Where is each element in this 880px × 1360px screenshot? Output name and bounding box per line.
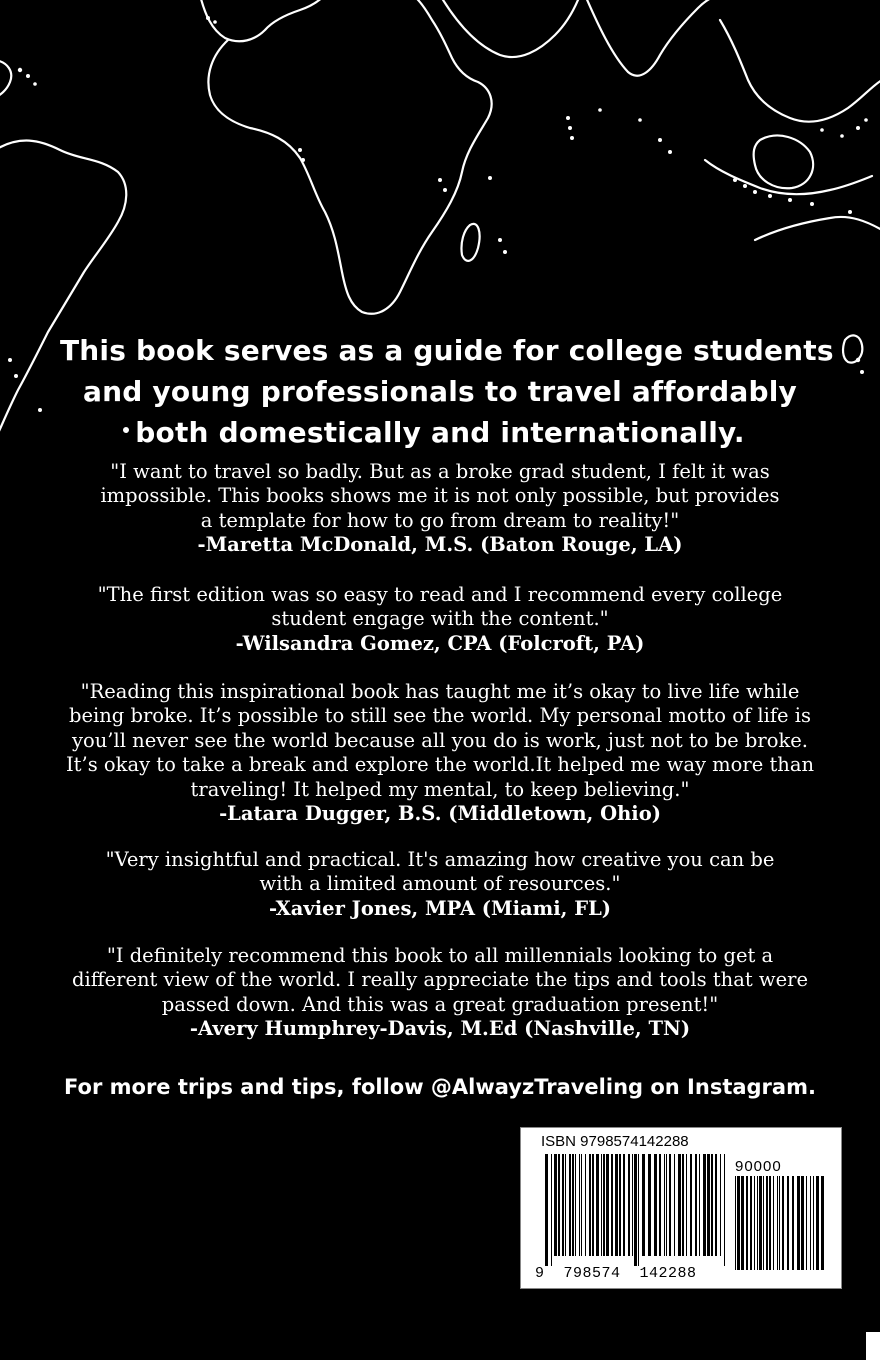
testimonial-line: a template for how to go from dream to reality!" — [200, 508, 680, 532]
barcode-bar — [592, 1154, 594, 1256]
price-code: 90000 — [735, 1158, 782, 1175]
barcode-bar — [792, 1176, 794, 1270]
southeast-asia-outline — [720, 20, 880, 122]
north-america-outline — [0, 60, 11, 98]
barcode-bar — [766, 1176, 768, 1270]
barcode-bar — [565, 1154, 566, 1256]
testimonial-line: you’ll never see the world because all you do is work, just not to be broke. — [71, 728, 809, 752]
india-outline — [585, 0, 718, 76]
barcode-bar — [638, 1154, 639, 1266]
barcode-bar — [777, 1176, 778, 1270]
barcode-bar — [589, 1154, 591, 1256]
barcode-bar — [813, 1176, 814, 1270]
barcode-bar — [603, 1154, 605, 1256]
barcode-bar — [801, 1176, 804, 1270]
testimonial-line: "Very insightful and practical. It's amazing how creative you can be — [105, 848, 775, 871]
testimonial-attribution: -Wilsandra Gomez, CPA (Folcroft, PA) — [235, 631, 645, 655]
barcode-bar — [611, 1154, 613, 1256]
barcode-bar — [619, 1154, 621, 1256]
barcode-bar — [821, 1176, 824, 1270]
borneo-outline — [754, 136, 813, 189]
barcode-bar — [669, 1154, 671, 1256]
barcode-bar — [632, 1154, 633, 1256]
barcode-bar — [666, 1154, 667, 1256]
testimonial-line: It’s okay to take a break and explore the world.It helped me way more than — [65, 753, 815, 777]
barcode-bar — [787, 1176, 789, 1270]
testimonial-line: passed down. And this was a great graduation present!" — [161, 992, 719, 1016]
barcode-bar — [558, 1154, 560, 1256]
barcode-bar — [707, 1154, 710, 1256]
testimonial-latara — [40, 680, 840, 826]
testimonial-maretta — [40, 460, 840, 558]
barcode-bar — [711, 1154, 713, 1256]
barcode-bar — [690, 1154, 692, 1256]
isbn-label: ISBN 9798574142288 — [541, 1133, 689, 1150]
barcode-bar — [648, 1154, 651, 1256]
barcode-bar — [797, 1176, 800, 1270]
barcode-bar — [806, 1176, 807, 1270]
barcode-bar — [659, 1154, 661, 1256]
barcode-digits: 9 798574 142288 — [535, 1265, 697, 1282]
barcode-bar — [634, 1154, 637, 1266]
barcode-bars — [545, 1154, 729, 1266]
barcode-bar — [695, 1154, 697, 1256]
europe-outline — [200, 0, 325, 41]
barcode-bar — [615, 1154, 618, 1256]
barcode-bar — [596, 1154, 599, 1256]
barcode-bar — [782, 1176, 784, 1270]
barcode-bar — [664, 1154, 665, 1256]
testimonial-line: traveling! It helped my mental, to keep believing." — [190, 777, 690, 801]
testimonial-attribution: -Avery Humphrey-Davis, M.Ed (Nashville, TN) — [189, 1017, 691, 1041]
barcode-bar — [810, 1176, 811, 1270]
barcode-bar — [816, 1176, 819, 1270]
barcode-bar — [773, 1176, 774, 1270]
barcode-bar — [579, 1154, 580, 1256]
barcode-bar — [757, 1176, 758, 1270]
barcode-bar — [686, 1154, 687, 1256]
barcode-bar — [575, 1154, 576, 1256]
testimonial-attribution: -Maretta McDonald, M.S. (Baton Rouge, LA) — [197, 533, 683, 557]
testimonial-line: "Reading this inspirational book has taught me it’s okay to live life while — [80, 680, 800, 703]
isbn-barcode — [520, 1127, 842, 1289]
arabia-outline — [440, 0, 580, 57]
barcode-bar — [737, 1176, 740, 1270]
barcode-bar — [642, 1154, 645, 1256]
testimonial-line: "I definitely recommend this book to all millennials looking to get a — [106, 944, 774, 967]
australia-outline — [755, 217, 880, 240]
testimonial-line: student engage with the content." — [271, 607, 609, 631]
barcode-bar — [601, 1154, 602, 1256]
testimonial-line: impossible. This books shows me it is not only possible, but provides — [100, 484, 780, 508]
barcode-bar — [569, 1154, 571, 1256]
instagram-follow-text: For more trips and tips, follow @AlwayzTraveling on Instagram. — [64, 1075, 816, 1099]
africa-outline — [208, 0, 491, 314]
barcode-bar — [703, 1154, 706, 1256]
barcode-bar — [562, 1154, 564, 1256]
barcode-bar — [746, 1176, 748, 1270]
barcode-bar — [750, 1176, 752, 1270]
testimonial-line: being broke. It’s possible to still see the world. My personal motto of life is — [68, 704, 812, 728]
book-tagline — [60, 330, 834, 453]
barcode-bar — [572, 1154, 574, 1256]
testimonial-line: "The first edition was so easy to read and I recommend every college — [97, 583, 783, 606]
barcode-bar — [759, 1176, 762, 1270]
barcode-bar — [581, 1154, 582, 1256]
barcode-bar — [741, 1176, 744, 1270]
barcode-bar — [551, 1154, 552, 1266]
tagline-line-2: and young professionals to travel affordably — [82, 375, 797, 408]
barcode-bar — [779, 1176, 780, 1270]
madagascar-outline — [461, 224, 479, 261]
testimonial-line: "I want to travel so badly. But as a broke grad student, I felt it was — [110, 460, 770, 483]
barcode-bar — [585, 1154, 586, 1256]
barcode-bar — [606, 1154, 609, 1256]
barcode-bar — [682, 1154, 684, 1256]
testimonial-xavier — [40, 848, 840, 921]
testimonial-avery — [40, 944, 840, 1042]
barcode-bar — [715, 1154, 717, 1256]
barcode-bar — [735, 1176, 736, 1270]
tagline-line-3: both domestically and internationally. — [135, 416, 745, 449]
barcode-bar — [623, 1154, 625, 1256]
barcode-bar — [724, 1154, 725, 1266]
corner-mark — [866, 1332, 880, 1360]
testimonial-attribution: -Xavier Jones, MPA (Miami, FL) — [268, 896, 612, 920]
testimonial-attribution: -Latara Dugger, B.S. (Middletown, Ohio) — [219, 802, 661, 826]
barcode-bar — [554, 1154, 557, 1256]
barcode-bar — [754, 1176, 755, 1270]
barcode-bar — [763, 1176, 764, 1270]
barcode-bar — [628, 1154, 630, 1256]
barcode-bar — [720, 1154, 721, 1256]
barcode-bar — [545, 1154, 548, 1266]
barcode-bar — [674, 1154, 675, 1256]
price-barcode-bars — [735, 1176, 825, 1280]
barcode-bar — [769, 1176, 771, 1270]
tagline-line-1: This book serves as a guide for college students — [60, 334, 834, 367]
testimonial-line: with a limited amount of resources." — [259, 872, 621, 896]
barcode-bar — [654, 1154, 657, 1256]
testimonial-line: different view of the world. I really appreciate the tips and tools that were — [72, 968, 808, 992]
testimonial-wilsandra — [40, 583, 840, 656]
barcode-bar — [678, 1154, 681, 1256]
barcode-bar — [699, 1154, 700, 1256]
